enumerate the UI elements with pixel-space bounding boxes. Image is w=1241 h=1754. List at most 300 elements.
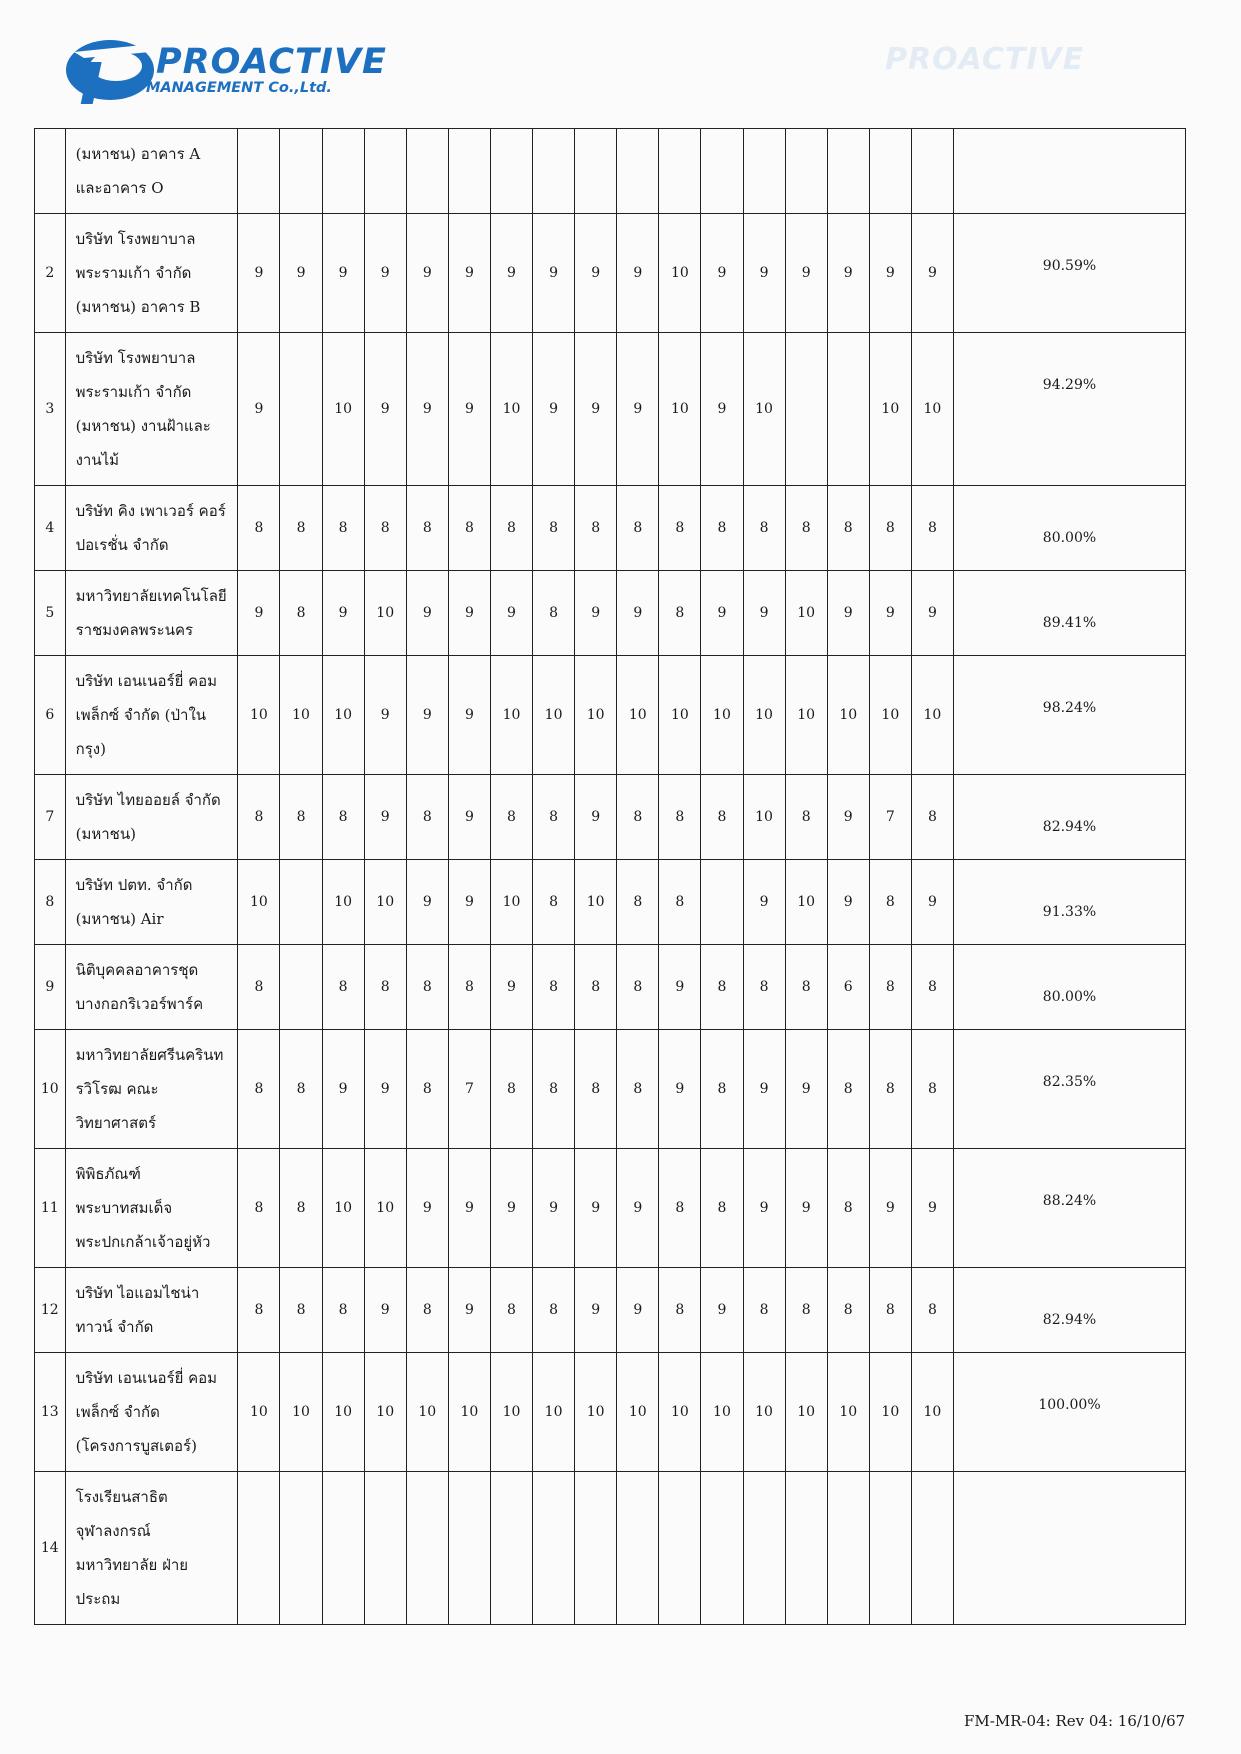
- score-cell: [911, 1472, 953, 1625]
- score-cell: [238, 1472, 280, 1625]
- score-cell: 8: [238, 486, 280, 571]
- score-cell: 8: [238, 1149, 280, 1268]
- percentage-cell: 82.94%: [953, 1268, 1185, 1353]
- logo-subtitle: MANAGEMENT Co.,Ltd.: [146, 80, 332, 96]
- score-cell: 8: [869, 945, 911, 1030]
- score-cell: [533, 1472, 575, 1625]
- percentage-cell: 90.59%: [953, 214, 1185, 333]
- score-cell: 9: [785, 214, 827, 333]
- score-cell: 8: [701, 945, 743, 1030]
- percentage-cell: 100.00%: [953, 1353, 1185, 1472]
- score-cell: [238, 129, 280, 214]
- score-cell: 9: [448, 214, 490, 333]
- score-cell: 8: [701, 1149, 743, 1268]
- organization-name-line: รวิโรฒ คณะ: [75, 1080, 159, 1098]
- score-cell: 8: [617, 1030, 659, 1149]
- table-row: [35, 656, 1186, 775]
- organization-name-line: (มหาชน) อาคาร A: [75, 145, 201, 163]
- score-cell: [869, 1472, 911, 1625]
- organization-name: [65, 1472, 238, 1625]
- percentage-cell: 80.00%: [953, 945, 1185, 1030]
- score-cell: 10: [869, 656, 911, 775]
- score-cell: 10: [617, 1353, 659, 1472]
- score-cell: 9: [575, 1268, 617, 1353]
- organization-name-line: พระบาทสมเด็จ: [75, 1199, 173, 1217]
- score-cell: [827, 129, 869, 214]
- score-cell: 9: [659, 1030, 701, 1149]
- score-cell: 9: [364, 333, 406, 486]
- score-cell: [617, 1472, 659, 1625]
- percentage-cell: [953, 1472, 1185, 1625]
- organization-name-line: บริษัท เอนเนอร์ยี่ คอม: [75, 1369, 218, 1387]
- organization-name: [65, 945, 238, 1030]
- score-cell: [406, 1472, 448, 1625]
- score-cell: [659, 1472, 701, 1625]
- score-cell: 8: [869, 1268, 911, 1353]
- score-cell: [448, 1472, 490, 1625]
- logo-swoosh-icon: [64, 32, 159, 112]
- score-cell: 10: [364, 1353, 406, 1472]
- score-cell: 8: [322, 486, 364, 571]
- score-cell: [743, 1472, 785, 1625]
- score-cell: 8: [533, 775, 575, 860]
- table-row: [35, 860, 1186, 945]
- score-cell: [490, 1472, 532, 1625]
- score-cell: 7: [869, 775, 911, 860]
- score-cell: 10: [575, 656, 617, 775]
- row-number: 7: [35, 775, 66, 860]
- organization-name: [65, 1149, 238, 1268]
- score-cell: [827, 1472, 869, 1625]
- score-cell: 10: [617, 656, 659, 775]
- organization-name-line: บริษัท ปตท. จำกัด: [75, 876, 193, 894]
- organization-name-line: บางกอกริเวอร์พาร์ค: [75, 995, 204, 1013]
- score-cell: 9: [533, 1149, 575, 1268]
- score-cell: 8: [659, 571, 701, 656]
- score-cell: 10: [785, 571, 827, 656]
- score-cell: [785, 129, 827, 214]
- score-cell: 10: [575, 1353, 617, 1472]
- organization-name: [65, 1268, 238, 1353]
- percentage-cell: 88.24%: [953, 1149, 1185, 1268]
- score-cell: [659, 129, 701, 214]
- organization-name-line: เพล็กซ์ จำกัด (ป่าใน: [75, 706, 207, 724]
- score-cell: 8: [785, 775, 827, 860]
- score-cell: 8: [827, 1268, 869, 1353]
- score-cell: 8: [869, 486, 911, 571]
- score-cell: 6: [827, 945, 869, 1030]
- organization-name-line: (โครงการบูสเตอร์): [75, 1437, 197, 1455]
- score-cell: [280, 129, 322, 214]
- score-cell: 10: [701, 1353, 743, 1472]
- score-cell: 9: [490, 1149, 532, 1268]
- score-cell: 8: [911, 1268, 953, 1353]
- score-cell: 8: [617, 860, 659, 945]
- table-row: [35, 129, 1186, 214]
- score-cell: 10: [322, 1149, 364, 1268]
- score-cell: 9: [911, 1149, 953, 1268]
- score-cell: [406, 129, 448, 214]
- organization-name: [65, 214, 238, 333]
- score-cell: 10: [785, 860, 827, 945]
- score-cell: 9: [617, 333, 659, 486]
- score-cell: 10: [322, 333, 364, 486]
- score-cell: 8: [869, 860, 911, 945]
- score-cell: 10: [785, 1353, 827, 1472]
- score-cell: 9: [490, 945, 532, 1030]
- score-cell: [701, 860, 743, 945]
- organization-name-line: มหาวิทยาลัยเทคโนโลยี: [75, 587, 227, 605]
- score-cell: 9: [406, 656, 448, 775]
- score-cell: [364, 129, 406, 214]
- score-cell: 10: [490, 656, 532, 775]
- score-cell: [280, 1472, 322, 1625]
- table-row: [35, 571, 1186, 656]
- score-cell: 9: [322, 214, 364, 333]
- score-cell: 9: [617, 214, 659, 333]
- organization-name-line: (มหาชน) งานฝ้าและ: [75, 417, 211, 435]
- score-cell: 9: [448, 775, 490, 860]
- score-cell: [617, 129, 659, 214]
- score-cell: 10: [490, 1353, 532, 1472]
- organization-name-line: มหาวิทยาลัย ฝ่าย: [75, 1556, 189, 1574]
- score-cell: 8: [322, 1268, 364, 1353]
- score-cell: [280, 333, 322, 486]
- score-cell: [280, 945, 322, 1030]
- score-cell: 10: [659, 333, 701, 486]
- score-cell: 8: [490, 1030, 532, 1149]
- percentage-cell: 82.35%: [953, 1030, 1185, 1149]
- score-cell: [280, 860, 322, 945]
- organization-name: [65, 775, 238, 860]
- organization-name-line: มหาวิทยาลัยศรีนครินท: [75, 1046, 224, 1064]
- score-cell: [911, 129, 953, 214]
- score-cell: 8: [617, 486, 659, 571]
- organization-name-line: (มหาชน) อาคาร B: [75, 298, 201, 316]
- score-cell: 10: [238, 860, 280, 945]
- score-cell: 9: [280, 214, 322, 333]
- score-cell: 8: [785, 945, 827, 1030]
- score-cell: 9: [659, 945, 701, 1030]
- score-cell: 8: [238, 775, 280, 860]
- organization-name-line: บริษัท โรงพยาบาล: [75, 349, 196, 367]
- table-row: [35, 486, 1186, 571]
- score-cell: 8: [869, 1030, 911, 1149]
- score-cell: 9: [911, 571, 953, 656]
- score-cell: 10: [701, 656, 743, 775]
- percentage-cell: 98.24%: [953, 656, 1185, 775]
- score-cell: 8: [448, 486, 490, 571]
- score-cell: [785, 1472, 827, 1625]
- row-number: 11: [35, 1149, 66, 1268]
- score-cell: 10: [490, 333, 532, 486]
- percentage-cell: 82.94%: [953, 775, 1185, 860]
- score-cell: 9: [533, 214, 575, 333]
- score-cell: 10: [490, 860, 532, 945]
- score-cell: 9: [869, 214, 911, 333]
- score-cell: 9: [448, 860, 490, 945]
- score-cell: 9: [701, 571, 743, 656]
- score-cell: [701, 1472, 743, 1625]
- row-number: [35, 129, 66, 214]
- score-cell: 8: [575, 945, 617, 1030]
- score-cell: 8: [280, 1268, 322, 1353]
- score-cell: 8: [238, 1030, 280, 1149]
- score-cell: 8: [911, 1030, 953, 1149]
- organization-name-line: บริษัท โรงพยาบาล: [75, 230, 196, 248]
- score-cell: 8: [238, 1268, 280, 1353]
- score-cell: 9: [575, 333, 617, 486]
- score-cell: 10: [743, 1353, 785, 1472]
- organization-name: [65, 571, 238, 656]
- score-cell: 10: [280, 1353, 322, 1472]
- score-cell: 9: [406, 571, 448, 656]
- score-cell: 9: [575, 571, 617, 656]
- score-cell: 8: [322, 945, 364, 1030]
- organization-name-line: กรุง): [75, 740, 106, 758]
- score-cell: 10: [238, 656, 280, 775]
- score-cell: 9: [322, 571, 364, 656]
- score-cell: 9: [448, 656, 490, 775]
- company-logo: [64, 32, 387, 112]
- score-cell: 9: [322, 1030, 364, 1149]
- organization-name-line: บริษัท เอนเนอร์ยี่ คอม: [75, 672, 218, 690]
- organization-name-line: เพล็กซ์ จำกัด: [75, 1403, 160, 1421]
- score-cell: 10: [743, 656, 785, 775]
- score-cell: 8: [617, 945, 659, 1030]
- score-cell: 8: [490, 775, 532, 860]
- score-cell: 9: [575, 1149, 617, 1268]
- score-cell: 8: [364, 486, 406, 571]
- score-cell: 9: [743, 860, 785, 945]
- row-number: 8: [35, 860, 66, 945]
- score-cell: 8: [617, 775, 659, 860]
- score-cell: 8: [575, 1030, 617, 1149]
- score-cell: [490, 129, 532, 214]
- table-row: [35, 1268, 1186, 1353]
- organization-name-line: บริษัท ไทยออยล์ จำกัด: [75, 791, 221, 809]
- score-cell: 8: [911, 775, 953, 860]
- score-cell: 8: [743, 486, 785, 571]
- score-cell: 10: [911, 1353, 953, 1472]
- score-cell: 9: [364, 1268, 406, 1353]
- score-cell: 8: [533, 1268, 575, 1353]
- score-cell: 9: [743, 1030, 785, 1149]
- row-number: 10: [35, 1030, 66, 1149]
- score-cell: 9: [238, 571, 280, 656]
- organization-name-line: ประถม: [75, 1590, 121, 1608]
- score-cell: [575, 129, 617, 214]
- table-row: [35, 945, 1186, 1030]
- score-cell: 10: [869, 1353, 911, 1472]
- score-cell: 8: [743, 1268, 785, 1353]
- score-cell: 8: [827, 1030, 869, 1149]
- organization-name-line: บริษัท ไอแอมไชน่า: [75, 1284, 200, 1302]
- score-cell: [827, 333, 869, 486]
- score-cell: 10: [280, 656, 322, 775]
- score-cell: [785, 333, 827, 486]
- percentage-cell: 91.33%: [953, 860, 1185, 945]
- score-cell: 9: [364, 214, 406, 333]
- organization-name-line: (มหาชน) Air: [75, 910, 164, 928]
- score-cell: 8: [448, 945, 490, 1030]
- score-cell: 8: [911, 486, 953, 571]
- score-cell: 9: [406, 1149, 448, 1268]
- organization-name-line: พระรามเก้า จำกัด: [75, 264, 192, 282]
- row-number: 13: [35, 1353, 66, 1472]
- score-cell: 8: [743, 945, 785, 1030]
- table-row: [35, 214, 1186, 333]
- organization-name-line: ปอเรชั่น จำกัด: [75, 536, 169, 554]
- organization-name: [65, 1030, 238, 1149]
- score-cell: 8: [280, 1149, 322, 1268]
- score-cell: 10: [911, 656, 953, 775]
- score-cell: 9: [238, 214, 280, 333]
- score-cell: 8: [701, 486, 743, 571]
- score-cell: 9: [617, 1149, 659, 1268]
- score-cell: 9: [743, 571, 785, 656]
- score-cell: [364, 1472, 406, 1625]
- table-row: [35, 775, 1186, 860]
- organization-name-line: พระปกเกล้าเจ้าอยู่หัว: [75, 1233, 211, 1251]
- organization-name-line: จุฬาลงกรณ์: [75, 1522, 151, 1540]
- table-row: [35, 333, 1186, 486]
- score-cell: 8: [533, 860, 575, 945]
- score-cell: 8: [280, 571, 322, 656]
- score-cell: 10: [322, 860, 364, 945]
- score-cell: 8: [911, 945, 953, 1030]
- row-number: 12: [35, 1268, 66, 1353]
- score-cell: 8: [701, 1030, 743, 1149]
- score-cell: 10: [911, 333, 953, 486]
- organization-name-line: วิทยาศาสตร์: [75, 1114, 157, 1132]
- score-cell: 9: [785, 1149, 827, 1268]
- score-cell: 9: [617, 571, 659, 656]
- score-cell: 9: [364, 656, 406, 775]
- score-cell: 10: [659, 214, 701, 333]
- score-cell: [701, 129, 743, 214]
- score-cell: 9: [448, 1268, 490, 1353]
- score-cell: 9: [575, 775, 617, 860]
- score-cell: 9: [490, 571, 532, 656]
- score-cell: 10: [827, 1353, 869, 1472]
- score-cell: 8: [659, 860, 701, 945]
- score-cell: 8: [490, 1268, 532, 1353]
- table-row: [35, 1353, 1186, 1472]
- table-row: [35, 1472, 1186, 1625]
- score-cell: 9: [406, 214, 448, 333]
- score-cell: 10: [743, 775, 785, 860]
- organization-name-line: โรงเรียนสาธิต: [75, 1488, 168, 1506]
- watermark-logo: PROACTIVE: [885, 42, 1085, 77]
- score-cell: 10: [575, 860, 617, 945]
- score-cell: 8: [533, 486, 575, 571]
- score-cell: 9: [406, 333, 448, 486]
- score-cell: 10: [322, 656, 364, 775]
- score-cell: [743, 129, 785, 214]
- row-number: 3: [35, 333, 66, 486]
- score-cell: 10: [659, 656, 701, 775]
- percentage-cell: 94.29%: [953, 333, 1185, 486]
- score-cell: [448, 129, 490, 214]
- organization-name-line: (มหาชน): [75, 825, 136, 843]
- score-cell: 8: [701, 775, 743, 860]
- organization-name: [65, 333, 238, 486]
- percentage-cell: [953, 129, 1185, 214]
- organization-name: [65, 860, 238, 945]
- score-cell: 9: [617, 1268, 659, 1353]
- organization-name-line: บริษัท คิง เพาเวอร์ คอร์: [75, 502, 226, 520]
- score-cell: 9: [364, 1030, 406, 1149]
- score-cell: [322, 1472, 364, 1625]
- score-cell: 9: [785, 1030, 827, 1149]
- row-number: 5: [35, 571, 66, 656]
- score-cell: 8: [827, 486, 869, 571]
- logo-wordmark: PROACTIVE: [156, 42, 387, 82]
- score-cell: 9: [448, 1149, 490, 1268]
- score-cell: 9: [869, 1149, 911, 1268]
- score-cell: 8: [322, 775, 364, 860]
- score-cell: 8: [238, 945, 280, 1030]
- score-cell: 8: [364, 945, 406, 1030]
- organization-name: [65, 656, 238, 775]
- score-cell: 8: [575, 486, 617, 571]
- table-row: [35, 1149, 1186, 1268]
- score-cell: 9: [364, 775, 406, 860]
- organization-name-line: ราชมงคลพระนคร: [75, 621, 194, 639]
- score-cell: 10: [406, 1353, 448, 1472]
- organization-name-line: พิพิธภัณฑ์: [75, 1165, 141, 1183]
- score-cell: [322, 129, 364, 214]
- score-cell: 9: [911, 860, 953, 945]
- score-cell: 8: [533, 1030, 575, 1149]
- score-cell: 8: [406, 1268, 448, 1353]
- score-cell: 9: [448, 333, 490, 486]
- score-cell: 9: [743, 214, 785, 333]
- organization-name: [65, 486, 238, 571]
- score-cell: 8: [406, 775, 448, 860]
- score-cell: 8: [533, 945, 575, 1030]
- score-cell: 9: [238, 333, 280, 486]
- form-code-footer: FM-MR-04: Rev 04: 16/10/67: [964, 1712, 1186, 1730]
- score-cell: 9: [827, 214, 869, 333]
- organization-name: [65, 1353, 238, 1472]
- score-cell: 9: [827, 571, 869, 656]
- organization-name-line: และอาคาร O: [75, 179, 164, 197]
- score-cell: 8: [280, 486, 322, 571]
- score-cell: 8: [785, 486, 827, 571]
- score-cell: 8: [406, 486, 448, 571]
- score-cell: 9: [827, 860, 869, 945]
- score-cell: 9: [869, 571, 911, 656]
- score-cell: 8: [406, 1030, 448, 1149]
- score-cell: 8: [827, 1149, 869, 1268]
- score-cell: 9: [701, 214, 743, 333]
- organization-name-line: งานไม้: [75, 451, 120, 469]
- score-cell: 9: [701, 1268, 743, 1353]
- score-cell: 10: [659, 1353, 701, 1472]
- score-cell: 10: [364, 1149, 406, 1268]
- score-cell: 10: [448, 1353, 490, 1472]
- score-cell: 10: [743, 333, 785, 486]
- score-cell: 7: [448, 1030, 490, 1149]
- organization-name: [65, 129, 238, 214]
- row-number: 14: [35, 1472, 66, 1625]
- score-cell: 9: [827, 775, 869, 860]
- score-cell: 9: [701, 333, 743, 486]
- score-table: [34, 128, 1186, 1625]
- percentage-cell: 80.00%: [953, 486, 1185, 571]
